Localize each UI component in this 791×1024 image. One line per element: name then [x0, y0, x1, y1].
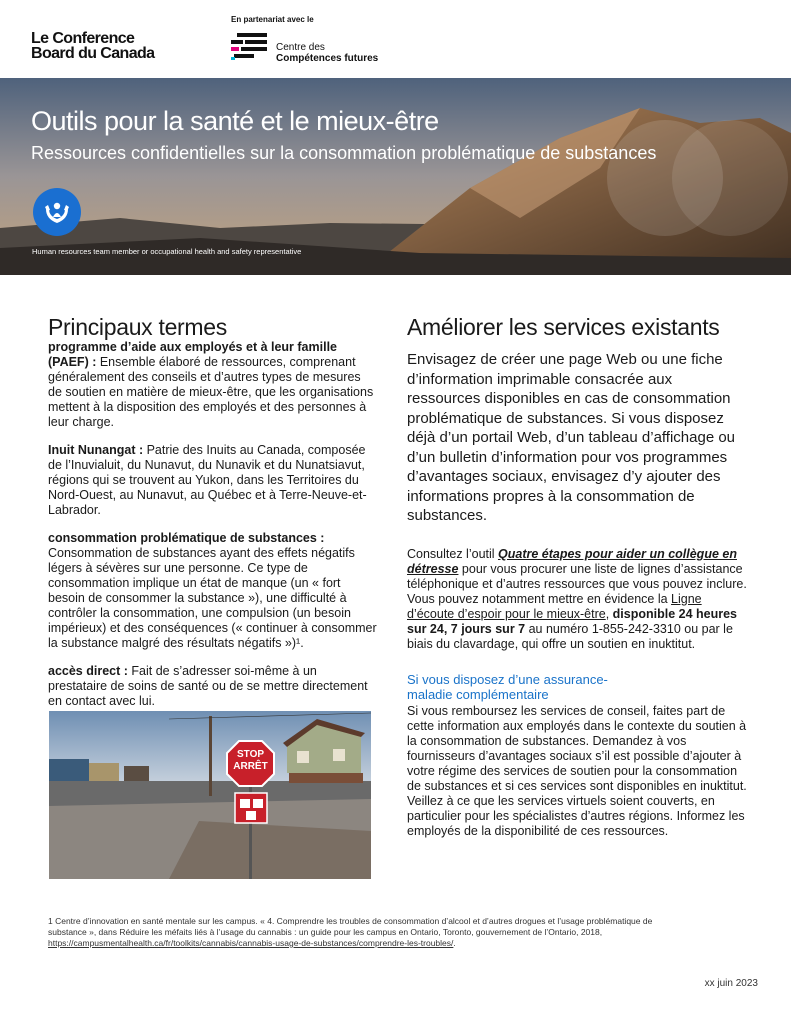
footnote — [48, 916, 688, 949]
hero-banner — [0, 78, 791, 275]
term-label: consommation problématique de substances : — [48, 531, 325, 545]
insurance-paragraph: Si vous remboursez les services de conseil, faites part de cette information aux employés dans le contexte du soutien à la consommation de substances. Demandez à vos fournisseurs d’avantages sociaux s’il est possible d’ajouter à votre régime des services de soutien pour la consommation de substances et si ces services sont disponibles en inuktitut. Veillez à ce que les services virtuels soient couverts, en particulier pour les spécialistes d’autres régions. Informez les employés de la disponibilité de ces ressources. — [407, 703, 747, 838]
key-terms-section — [48, 314, 378, 722]
text-segment: pour vous procurer une liste de lignes d’assistance téléphonique et d’autres ressources que vous pouvez inclure. Vous pouvez notamment mettre en évidence la — [407, 561, 747, 606]
improve-services-section — [407, 314, 747, 839]
four-steps-tool-link[interactable]: Quatre étapes pour aider un collègue en détresse — [407, 546, 737, 576]
text-segment: , — [605, 606, 613, 621]
partner-block — [231, 15, 379, 64]
footnote-end: . — [453, 938, 456, 948]
lead-paragraph: Envisagez de créer une page Web ou une fiche d’information imprimable consacrée aux ressources disponibles en cas de consommation problématique de substances. Si vous disposez déjà d’un portail Web, d’un tableau d’affichage ou d’un bulletin d’information pour vos programmes d’avantages sociaux, envisagez d’y ajouter des informations propres à la consommation de substances. — [407, 351, 736, 524]
supplementary-insurance-subhead: Si vous disposez d’une assurance-maladie complémentaire — [407, 671, 608, 702]
logo-line-1: Le Conference — [31, 30, 135, 47]
term-definition: Patrie des Inuits au Canada, composée de l’Inuvialuit, du Nunavut, du Nunavik et du Nunatsiavut, régions qui se trouvent au Yukon, dans les Territoires du Nord-Ouest, au Nunavut, au Québec et à Terre-Neuve-et-Labrador. — [48, 443, 367, 517]
term-paef — [48, 340, 378, 430]
stop-sign-photo — [49, 711, 371, 879]
term-label: accès direct : — [48, 664, 128, 678]
term-definition: Fait de s’adresser soi-même à un prestataire de soins de santé ou de se mettre directement en contact avec lui. — [48, 664, 368, 708]
improve-services-heading: Améliorer les services existants — [407, 314, 720, 340]
text-segment: au numéro 1-855-242-3310 ou par le biais du clavardage, qui offre un soutien en inuktitut. — [407, 621, 733, 651]
term-definition: Ensemble élaboré de ressources, comprenant généralement des conseils et d’autres types de mesures de soutien en matière de mieux-être, que les organisations mettent à la disposition des employés et des personnes à leur charge. — [48, 355, 374, 429]
conference-board-logo — [31, 31, 154, 61]
term-definition: Consommation de substances ayant des effets négatifs légers à sévères sur une personne. Ce type de consommation implique un état de manque (un « fort besoin de consommer la substance »), une difficulté à contrôler la consommation, une compulsion (un besoin impérieux) et des conséquences (« continuer à consommer la substance malgré des résultats négatifs »)¹. — [48, 546, 377, 650]
resources-paragraph — [407, 547, 747, 652]
term-label: Inuit Nunangat : — [48, 443, 144, 457]
footnote-text: 1 Centre d’innovation en santé mentale sur les campus. « 4. Comprendre les troubles de consommation d’alcool et d’autres drogues et l’usage problématique de substance », dans Réduire les méfaits liés à l’usage du cannabis : un guide pour les campus en Ontario, Toronto, gouvernement de l’Ontario, 2018, — [48, 916, 653, 937]
term-acces-direct — [48, 664, 378, 709]
term-inuit-nunangat — [48, 443, 378, 518]
publication-date: xx juin 2023 — [704, 978, 758, 989]
audience-caption: Human resources team member or occupational health and safety representative — [32, 247, 302, 256]
key-terms-heading: Principaux termes — [48, 314, 227, 340]
logo-line-2: Board du Canada — [31, 45, 155, 62]
page-title: Outils pour la santé et le mieux-être — [31, 106, 439, 136]
term-consommation — [48, 531, 378, 651]
hands-holding-person-icon — [33, 188, 81, 236]
text-segment: Consultez l’outil — [407, 546, 499, 561]
term-label: programme d’aide aux employés et à leur famille (PAEF) : — [48, 340, 337, 369]
partner-label: En partenariat avec le — [231, 15, 314, 24]
availability-text: disponible 24 heures sur 24, 7 jours sur 7 — [407, 606, 738, 636]
partner-name-line-2: Compétences futures — [276, 53, 379, 64]
hope-wellness-line-link[interactable]: Ligne d’écoute d’espoir pour le mieux-être — [407, 591, 702, 621]
stop-sign-text: STOP — [236, 749, 265, 760]
footnote-url-link[interactable]: https://campusmentalhealth.ca/fr/toolkits/cannabis/cannabis-usage-de-substances/comprendre-les-troubles/ — [48, 938, 454, 948]
arret-sign-text: ARRÊT — [233, 761, 268, 772]
page-subtitle: Ressources confidentielles sur la consommation problématique de substances — [31, 143, 657, 163]
street-scene-image — [49, 711, 371, 879]
fsc-logo-icon — [231, 33, 271, 61]
partner-name-line-1: Centre des — [276, 42, 325, 53]
partner-name — [276, 42, 378, 64]
